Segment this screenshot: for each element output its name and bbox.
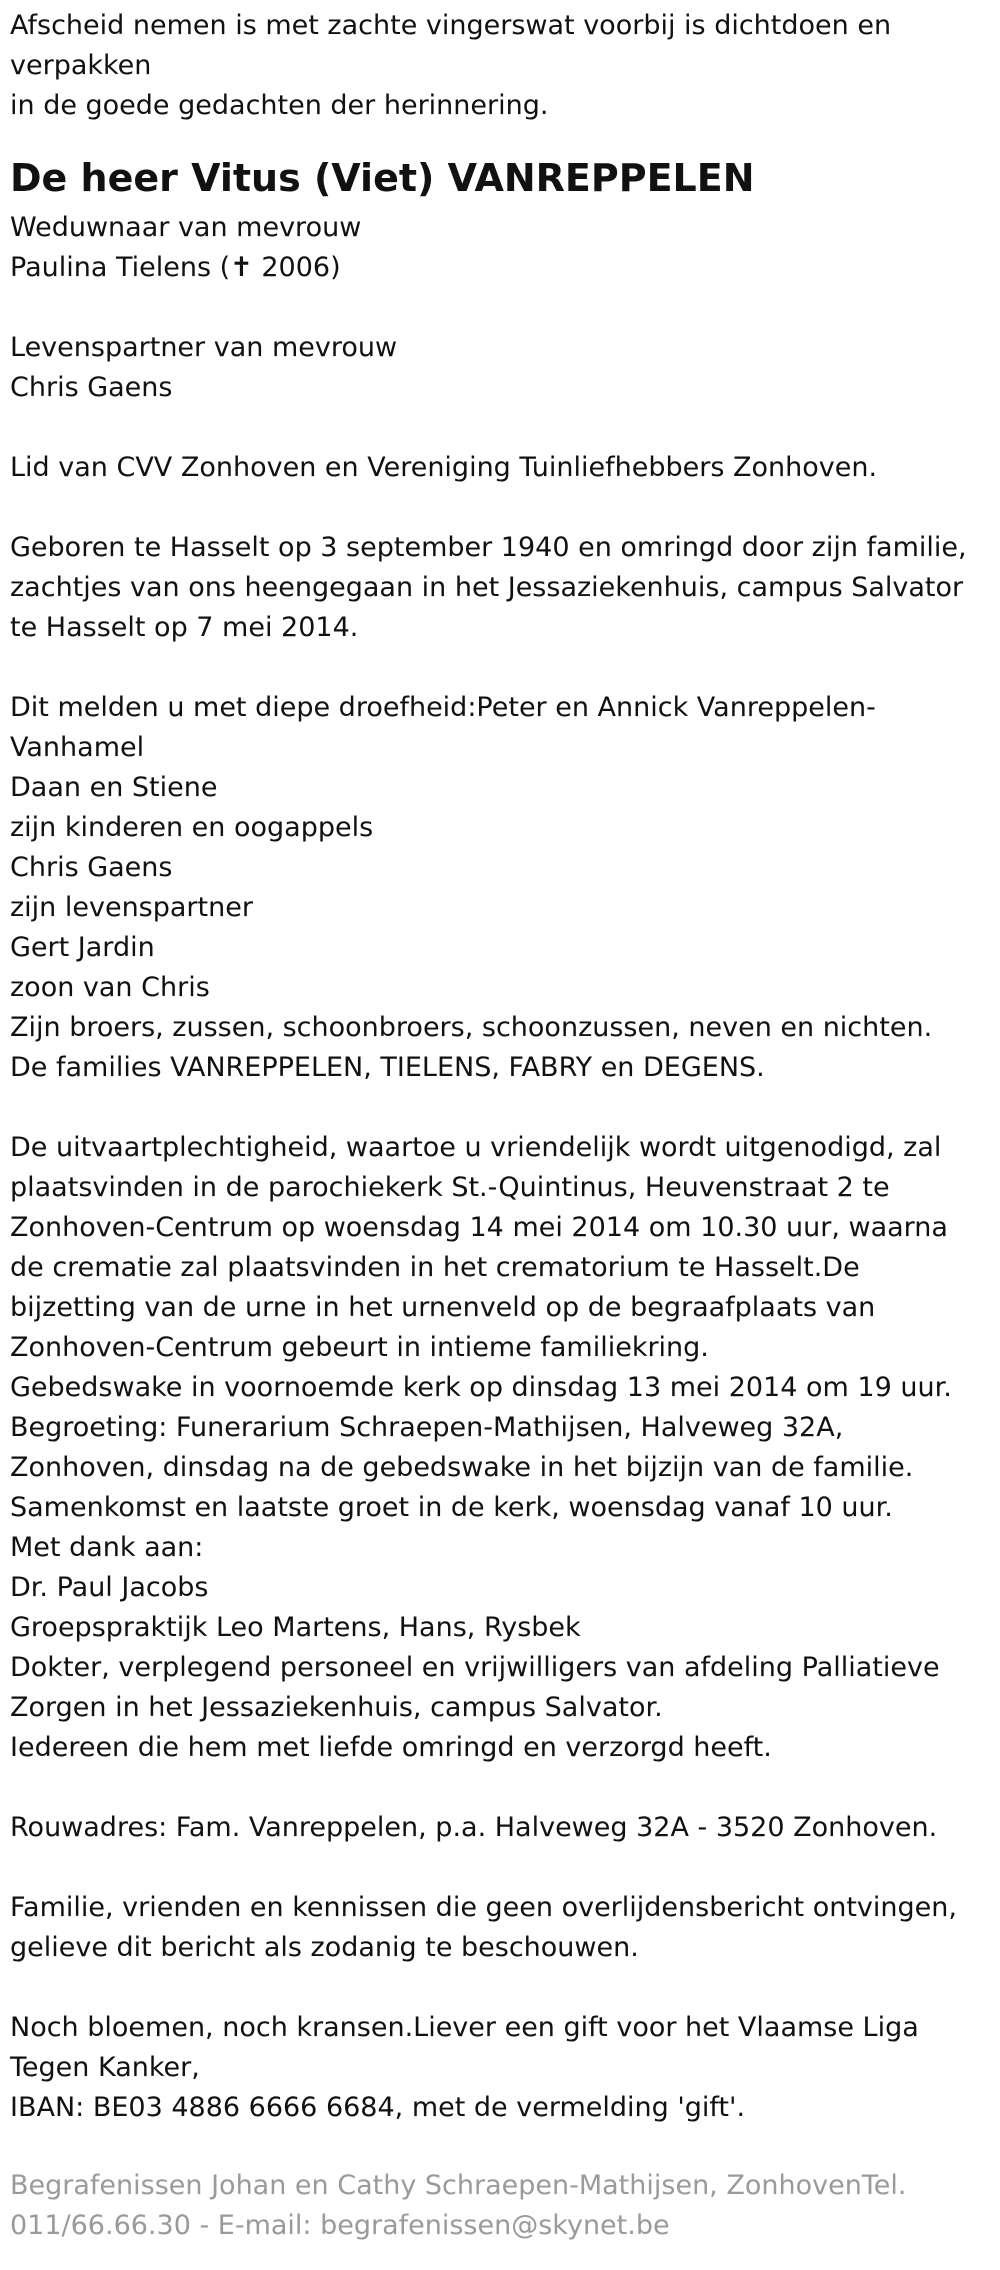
membership: Lid van CVV Zonhoven en Vereniging Tuinliefhebbers Zonhoven. — [10, 452, 878, 483]
partner-line-2: Chris Gaens — [10, 372, 173, 403]
ceremony-line: Met dank aan: — [10, 1532, 204, 1563]
family-line: zoon van Chris — [10, 972, 210, 1003]
ceremony-line: Dr. Paul Jacobs — [10, 1572, 209, 1603]
family-line: Zijn broers, zussen, schoonbroers, schoonzussen, neven en nichten. — [10, 1012, 933, 1043]
birth-death-info: Geboren te Hasselt op 3 september 1940 en omringd door zijn familie, zachtjes van ons heengegaan in het Jessaziekenhuis, campus Salvator te Hasselt op 7 mei 2014. — [10, 532, 967, 643]
ceremony-line: Dokter, verplegend personeel en vrijwilligers van afdeling Palliatieve Zorgen in het Jessaziekenhuis, campus Salvator. — [10, 1652, 940, 1723]
ceremony-line: Samenkomst en laatste groet in de kerk, woensdag vanaf 10 uur. — [10, 1492, 893, 1523]
widower-line-1: Weduwnaar van mevrouw — [10, 212, 362, 243]
ceremony-line: De uitvaartplechtigheid, waartoe u vriendelijk wordt uitgenodigd, zal plaatsvinden in de parochiekerk St.-Quintinus, Heuvenstraat 2 te Zonhoven-Centrum op woensdag 14 mei 2014 om 10.30 uur, waarna de crematie zal plaatsvinden in het crematorium te Hasselt.De bijzetting van de urne in het urnenveld op de begraafplaats van Zonhoven-Centrum gebeurt in intieme familiekring. — [10, 1132, 948, 1363]
widower-info — [10, 208, 984, 288]
family-line: De families VANREPPELEN, TIELENS, FABRY en DEGENS. — [10, 1052, 765, 1083]
ceremony-line: Groepspraktijk Leo Martens, Hans, Rysbek — [10, 1612, 581, 1643]
mourning-address: Rouwadres: Fam. Vanreppelen, p.a. Halveweg 32A - 3520 Zonhoven. — [10, 1812, 938, 1843]
funeral-home-footer: Begrafenissen Johan en Cathy Schraepen-Mathijsen, ZonhovenTel. 011/66.66.30 - E-mail: begrafenissen@skynet.be — [10, 2170, 907, 2241]
family-line: zijn levenspartner — [10, 892, 253, 923]
gift-line-2: IBAN: BE03 4886 6666 6684, met de vermelding 'gift'. — [10, 2092, 746, 2123]
ceremony-line: Iedereen die hem met liefde omringd en verzorgd heeft. — [10, 1732, 772, 1763]
family-line: Chris Gaens — [10, 852, 173, 883]
ceremony-line: Gebedswake in voornoemde kerk op dinsdag 13 mei 2014 om 19 uur. — [10, 1372, 952, 1403]
family-line: Dit melden u met diepe droefheid:Peter en Annick Vanreppelen-Vanhamel — [10, 692, 876, 763]
family-line: Gert Jardin — [10, 932, 155, 963]
partner-line-1: Levenspartner van mevrouw — [10, 332, 398, 363]
intro-line-1: Afscheid nemen is met zachte vingerswat voorbij is dichtdoen en verpakken — [10, 10, 892, 81]
notice-text: Familie, vrienden en kennissen die geen overlijdensbericht ontvingen, gelieve dit bericht als zodanig te beschouwen. — [10, 1892, 957, 1963]
family-line: zijn kinderen en oogappels — [10, 812, 374, 843]
deceased-name: De heer Vitus (Viet) VANREPPELEN — [10, 156, 755, 200]
family-line: Daan en Stiene — [10, 772, 218, 803]
partner-info — [10, 328, 984, 408]
gift-info — [10, 2008, 984, 2128]
gift-line-1: Noch bloemen, noch kransen.Liever een gift voor het Vlaamse Liga Tegen Kanker, — [10, 2012, 919, 2083]
widower-line-2: Paulina Tielens (✝ 2006) — [10, 252, 341, 283]
family-announcement — [10, 688, 984, 1088]
ceremony-details — [10, 1128, 984, 1768]
intro-verse — [10, 6, 984, 126]
intro-line-2: in de goede gedachten der herinnering. — [10, 90, 549, 121]
ceremony-line: Begroeting: Funerarium Schraepen-Mathijsen, Halveweg 32A, Zonhoven, dinsdag na de gebedswake in het bijzijn van de familie. — [10, 1412, 914, 1483]
